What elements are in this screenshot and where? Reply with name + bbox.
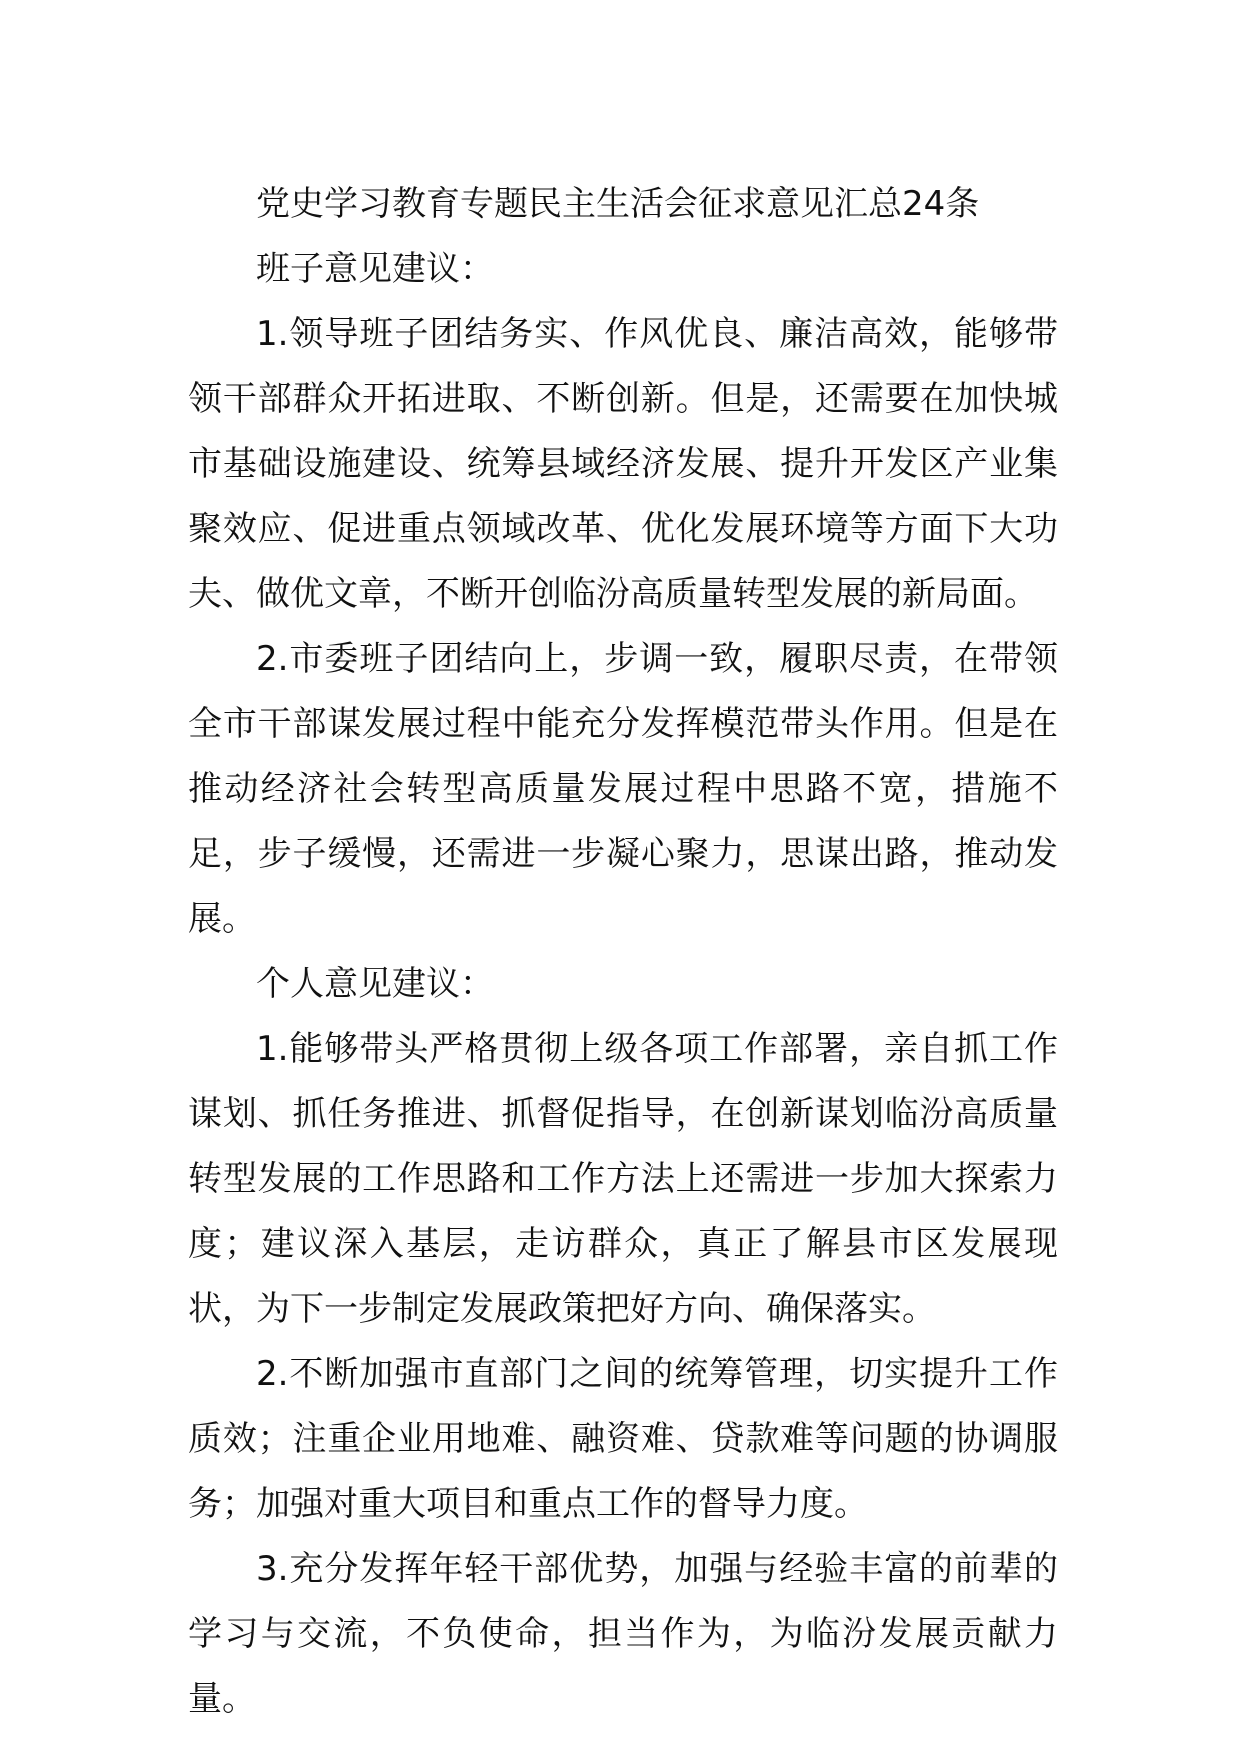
document-body bbox=[188, 172, 1058, 1732]
personal-suggestion-2: 2.不断加强市直部门之间的统筹管理，切实提升工作质效；注重企业用地难、融资难、贷款难等问题的协调服务；加强对重大项目和重点工作的督导力度。 bbox=[188, 1354, 1058, 1524]
section-heading-personal: 个人意见建议： bbox=[256, 964, 494, 1004]
personal-suggestion-3: 3.充分发挥年轻干部优势，加强与经验丰富的前辈的学习与交流，不负使命，担当作为，为临汾发展贡献力量。 bbox=[188, 1549, 1058, 1719]
personal-suggestion-1: 1.能够带头严格贯彻上级各项工作部署，亲自抓工作谋划、抓任务推进、抓督促指导，在创新谋划临汾高质量转型发展的工作思路和工作方法上还需进一步加大探索力度；建议深入基层，走访群众，真正了解县市区发展现状，为下一步制定发展政策把好方向、确保落实。 bbox=[188, 1029, 1058, 1329]
section-heading-team: 班子意见建议： bbox=[256, 249, 494, 289]
team-suggestion-1: 1.领导班子团结务实、作风优良、廉洁高效，能够带领干部群众开拓进取、不断创新。但是，还需要在加快城市基础设施建设、统筹县域经济发展、提升开发区产业集聚效应、促进重点领域改革、优化发展环境等方面下大功夫、做优文章，不断开创临汾高质量转型发展的新局面。 bbox=[188, 314, 1058, 614]
team-suggestion-2: 2.市委班子团结向上，步调一致，履职尽责，在带领全市干部谋发展过程中能充分发挥模范带头作用。但是在推动经济社会转型高质量发展过程中思路不宽，措施不足，步子缓慢，还需进一步凝心聚力，思谋出路，推动发展。 bbox=[188, 639, 1058, 939]
document-title: 党史学习教育专题民主生活会征求意见汇总24条 bbox=[256, 184, 980, 224]
